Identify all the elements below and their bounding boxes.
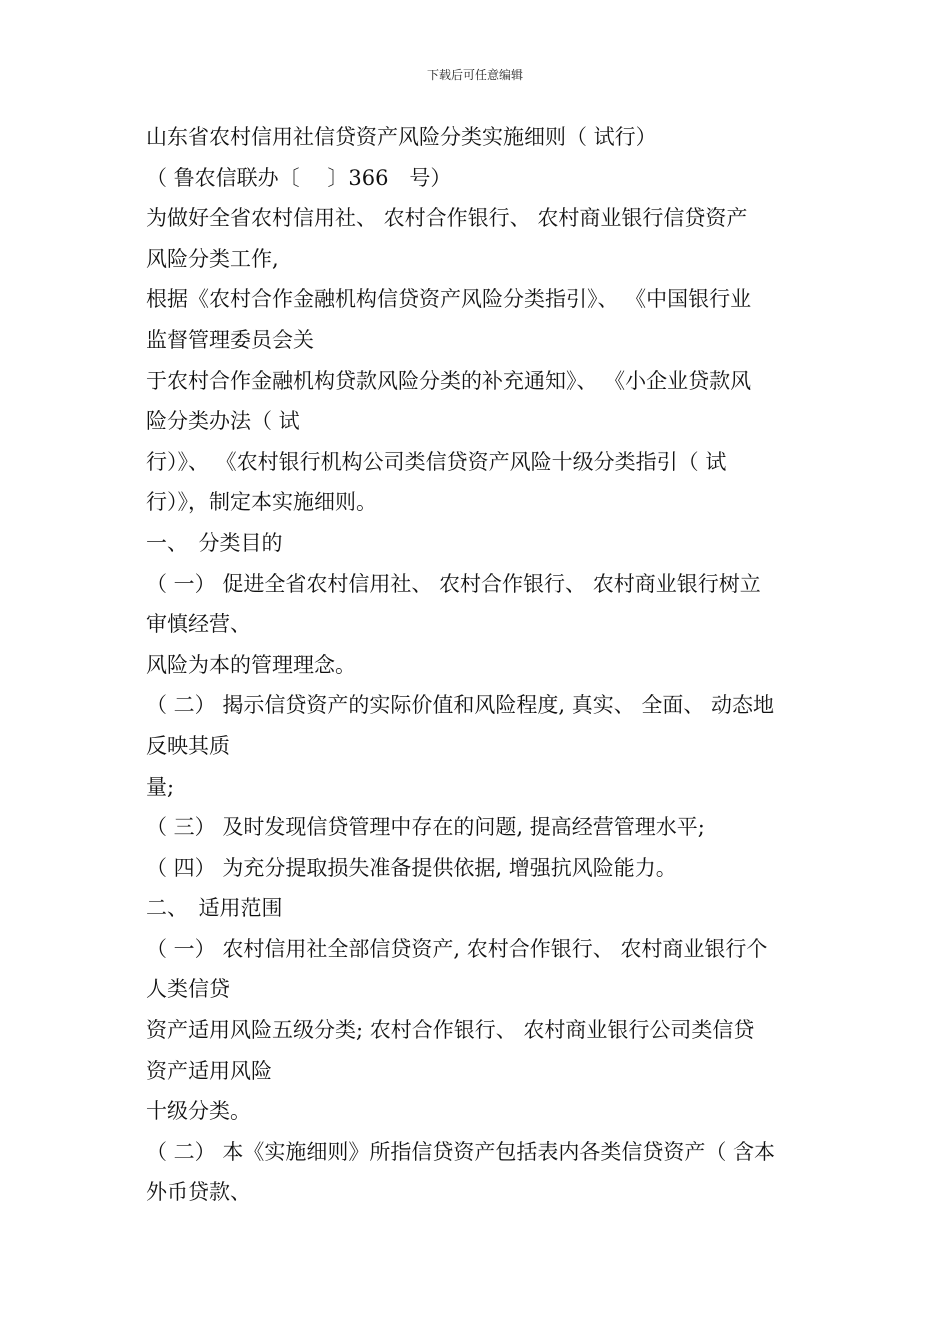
text-line: （ 二） 本《实施细则》所指信贷资产包括表内各类信贷资产（ 含本: [146, 1139, 776, 1164]
text-line: （ 二） 揭示信贷资产的实际价值和风险程度, 真实、 全面、 动态地: [146, 693, 775, 718]
text-line: 于农村合作金融机构贷款风险分类的补充通知》、 《小企业贷款风: [146, 368, 752, 393]
document-body: [146, 117, 866, 1213]
text-line: 人类信贷: [146, 977, 230, 1002]
text-line: 外币贷款、: [146, 1180, 251, 1205]
text-line: （ 一） 促进全省农村信用社、 农村合作银行、 农村商业银行树立: [146, 571, 761, 596]
section-heading: 二、 适用范围: [146, 896, 283, 921]
text-line: 资产适用风险五级分类; 农村合作银行、 农村商业银行公司类信贷: [146, 1018, 755, 1043]
text-line: 资产适用风险: [146, 1058, 272, 1083]
text-line: （ 三） 及时发现信贷管理中存在的问题, 提高经营管理水平;: [146, 815, 705, 840]
page-header-note: 下载后可任意编辑: [426, 68, 523, 82]
document-title: 山东省农村信用社信贷资产风险分类实施细则（ 试行）: [146, 125, 657, 149]
text-line: 根据《农村合作金融机构信贷资产风险分类指引》、 《中国银行业: [146, 287, 752, 312]
text-line: 反映其质: [146, 733, 230, 758]
text-line: 量;: [146, 774, 175, 799]
text-line: 审慎经营、: [146, 612, 251, 637]
text-line: 监督管理委员会关: [146, 327, 314, 352]
text-line: 行）》，制定本实施细则。: [146, 490, 377, 515]
text-line: 为做好全省农村信用社、 农村合作银行、 农村商业银行信贷资产: [146, 206, 748, 231]
text-line: 风险为本的管理理念。: [146, 652, 356, 677]
text-line: 行）》、 《农村银行机构公司类信贷资产风险十级分类指引（ 试: [146, 449, 727, 474]
document-number: （ 鲁农信联办〔 〕366 号）: [146, 165, 452, 190]
text-line: （ 一） 农村信用社全部信贷资产, 农村合作银行、 农村商业银行个: [146, 936, 768, 961]
text-line: （ 四） 为充分提取损失准备提供依据, 增强抗风险能力。: [146, 855, 677, 880]
text-line: 风险分类工作,: [146, 246, 279, 271]
text-line: 十级分类。: [146, 1099, 251, 1124]
section-heading: 一、 分类目的: [146, 530, 283, 555]
text-line: 险分类办法（ 试: [146, 409, 300, 434]
